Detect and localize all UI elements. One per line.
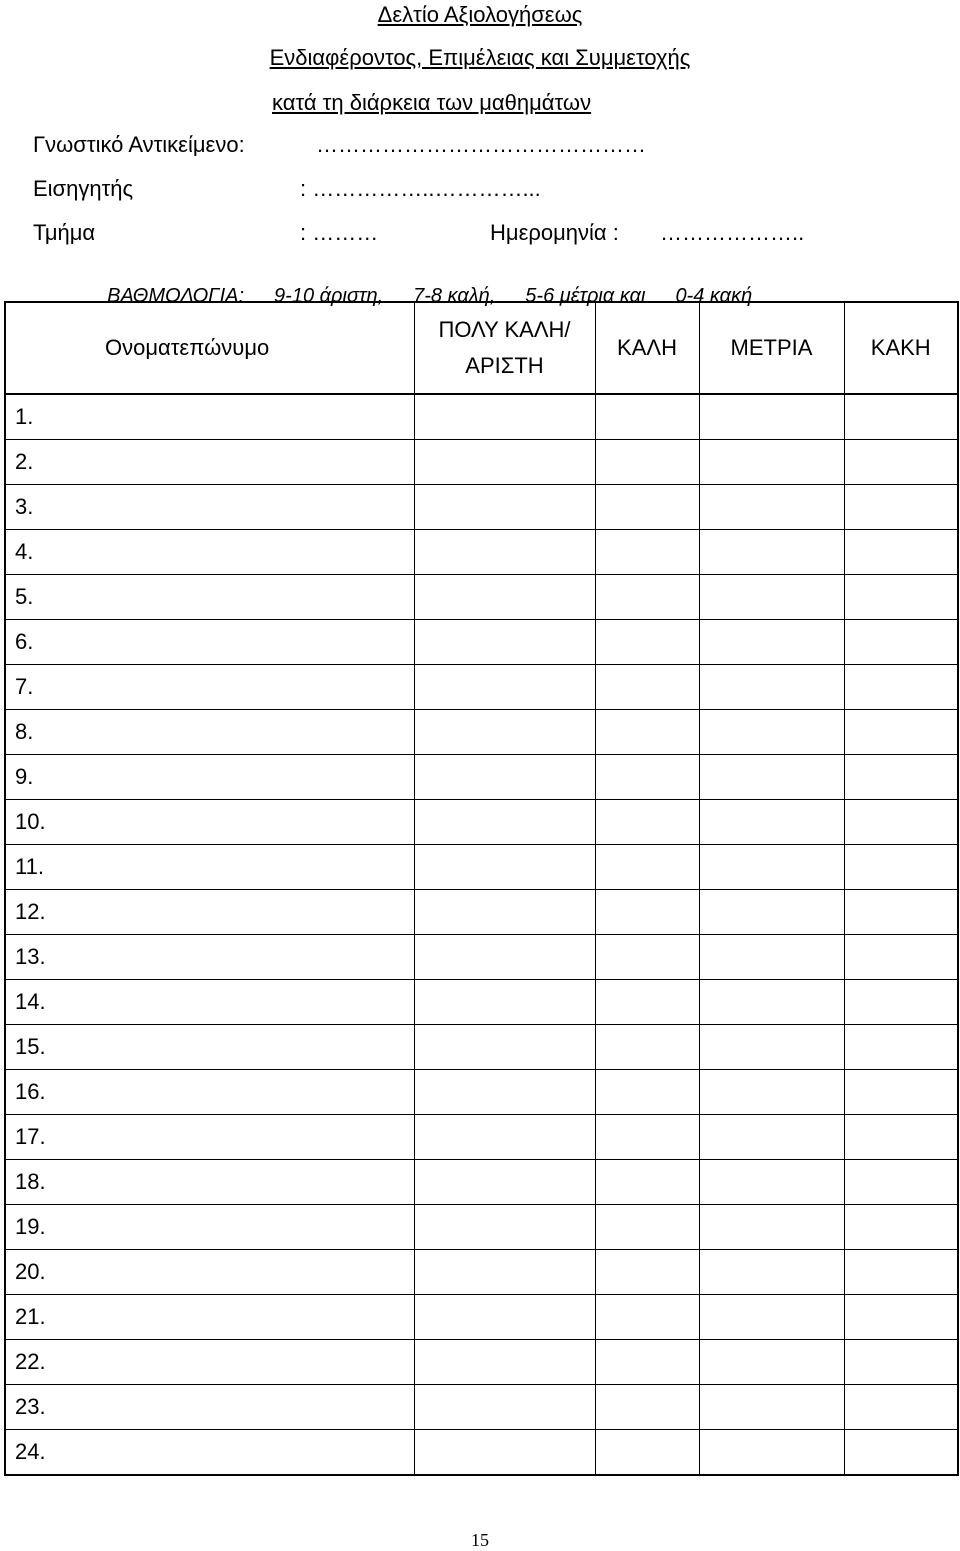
row-number: 14. (5, 980, 91, 1025)
very-good-cell[interactable] (414, 755, 595, 800)
row-number: 18. (5, 1160, 91, 1205)
bad-cell[interactable] (844, 1115, 958, 1160)
name-cell[interactable] (91, 710, 414, 755)
fair-column-header: ΜΕΤΡΙΑ (699, 302, 844, 394)
subject-label: Γνωστικό Αντικείμενο: (33, 132, 245, 157)
table-row (5, 845, 958, 890)
very-good-cell[interactable] (414, 1250, 595, 1295)
very-good-cell[interactable] (414, 1115, 595, 1160)
bad-cell[interactable] (844, 1070, 958, 1115)
bad-cell[interactable] (844, 530, 958, 575)
bad-cell[interactable] (844, 980, 958, 1025)
table-row (5, 1250, 958, 1295)
table-header-row (5, 302, 958, 394)
name-cell[interactable] (91, 1250, 414, 1295)
good-cell[interactable] (595, 980, 699, 1025)
row-number: 2. (5, 440, 91, 485)
very-good-cell[interactable] (414, 575, 595, 620)
table-row (5, 394, 958, 440)
bad-cell[interactable] (844, 665, 958, 710)
fair-cell[interactable] (699, 440, 844, 485)
name-cell[interactable] (91, 890, 414, 935)
fair-cell[interactable] (699, 485, 844, 530)
fair-cell[interactable] (699, 1250, 844, 1295)
fair-cell[interactable] (699, 1070, 844, 1115)
bad-column-header: ΚΑΚΗ (844, 302, 958, 394)
name-cell[interactable] (91, 1385, 414, 1430)
bad-cell[interactable] (844, 1250, 958, 1295)
fair-cell[interactable] (699, 890, 844, 935)
row-number: 22. (5, 1340, 91, 1385)
document-title: Δελτίο Αξιολογήσεως (377, 2, 583, 27)
good-cell[interactable] (595, 935, 699, 980)
good-cell[interactable] (595, 845, 699, 890)
bad-cell[interactable] (844, 1430, 958, 1476)
name-column-header: Ονοματεπώνυμο (91, 302, 414, 394)
row-number: 4. (5, 530, 91, 575)
good-cell[interactable] (595, 710, 699, 755)
bad-cell[interactable] (844, 1385, 958, 1430)
good-cell[interactable] (595, 665, 699, 710)
table-row (5, 530, 958, 575)
fair-cell[interactable] (699, 1430, 844, 1476)
very-good-cell[interactable] (414, 1160, 595, 1205)
bad-cell[interactable] (844, 485, 958, 530)
very-good-cell[interactable] (414, 980, 595, 1025)
fair-cell[interactable] (699, 394, 844, 440)
very-good-cell[interactable] (414, 394, 595, 440)
very-good-cell[interactable] (414, 440, 595, 485)
row-number: 5. (5, 575, 91, 620)
row-number: 10. (5, 800, 91, 845)
row-number: 16. (5, 1070, 91, 1115)
very-good-cell[interactable] (414, 800, 595, 845)
row-number: 6. (5, 620, 91, 665)
very-good-cell[interactable] (414, 1070, 595, 1115)
bad-cell[interactable] (844, 755, 958, 800)
fair-cell[interactable] (699, 845, 844, 890)
table-row (5, 800, 958, 845)
name-cell[interactable] (91, 1160, 414, 1205)
name-cell[interactable] (91, 1205, 414, 1250)
good-cell[interactable] (595, 1115, 699, 1160)
very-good-cell[interactable] (414, 1205, 595, 1250)
good-cell[interactable] (595, 800, 699, 845)
row-number: 12. (5, 890, 91, 935)
bad-cell[interactable] (844, 935, 958, 980)
department-field[interactable]: : ……… (300, 220, 379, 245)
good-cell[interactable] (595, 1160, 699, 1205)
name-cell[interactable] (91, 530, 414, 575)
table-row (5, 755, 958, 800)
number-column-header (5, 302, 91, 394)
name-cell[interactable] (91, 1295, 414, 1340)
table-row (5, 1340, 958, 1385)
good-cell[interactable] (595, 440, 699, 485)
good-cell[interactable] (595, 1205, 699, 1250)
name-cell[interactable] (91, 800, 414, 845)
grading-scale-bad: 0-4 κακή (675, 285, 753, 307)
fair-cell[interactable] (699, 755, 844, 800)
fair-cell[interactable] (699, 1115, 844, 1160)
fair-cell[interactable] (699, 530, 844, 575)
row-number: 21. (5, 1295, 91, 1340)
fair-cell[interactable] (699, 710, 844, 755)
teacher-label: Εισηγητής (33, 176, 134, 201)
table-row (5, 485, 958, 530)
fair-cell[interactable] (699, 1295, 844, 1340)
row-number: 1. (5, 394, 91, 440)
evaluation-table (4, 301, 959, 1476)
table-row (5, 1295, 958, 1340)
department-label: Τμήμα (33, 220, 96, 245)
name-cell[interactable] (91, 1070, 414, 1115)
row-number: 3. (5, 485, 91, 530)
table-row (5, 1025, 958, 1070)
table-row (5, 710, 958, 755)
bad-cell[interactable] (844, 890, 958, 935)
good-cell[interactable] (595, 485, 699, 530)
very-good-column-header (414, 302, 595, 394)
row-number: 11. (5, 845, 91, 890)
very-good-cell[interactable] (414, 1340, 595, 1385)
very-good-cell[interactable] (414, 1025, 595, 1070)
grading-scale-label: ΒΑΘΜΟΛΟΓΙΑ: (107, 285, 245, 307)
name-cell[interactable] (91, 440, 414, 485)
row-number: 17. (5, 1115, 91, 1160)
bad-cell[interactable] (844, 845, 958, 890)
name-cell[interactable] (91, 935, 414, 980)
row-number: 7. (5, 665, 91, 710)
grading-scale-excellent: 9-10 άριστη, (274, 285, 384, 307)
bad-cell[interactable] (844, 1340, 958, 1385)
bad-cell[interactable] (844, 620, 958, 665)
bad-cell[interactable] (844, 1295, 958, 1340)
good-cell[interactable] (595, 755, 699, 800)
bad-cell[interactable] (844, 710, 958, 755)
subject-field[interactable]: ……………………………………… (316, 132, 646, 157)
date-label: Ημερομηνία : (490, 220, 619, 245)
very-good-cell[interactable] (414, 1385, 595, 1430)
fair-cell[interactable] (699, 800, 844, 845)
bad-cell[interactable] (844, 440, 958, 485)
teacher-field[interactable]: : ……………..…………... (300, 176, 541, 201)
date-field[interactable]: ……………….. (660, 220, 805, 245)
row-number: 19. (5, 1205, 91, 1250)
good-cell[interactable] (595, 1070, 699, 1115)
good-cell[interactable] (595, 530, 699, 575)
table-row (5, 665, 958, 710)
bad-cell[interactable] (844, 1160, 958, 1205)
fair-cell[interactable] (699, 1385, 844, 1430)
bad-cell[interactable] (844, 1025, 958, 1070)
fair-cell[interactable] (699, 1160, 844, 1205)
table-row (5, 1430, 958, 1476)
name-cell[interactable] (91, 575, 414, 620)
name-cell[interactable] (91, 1115, 414, 1160)
good-cell[interactable] (595, 1025, 699, 1070)
good-cell[interactable] (595, 1340, 699, 1385)
very-good-cell[interactable] (414, 485, 595, 530)
page-number: 15 (471, 1530, 489, 1550)
bad-cell[interactable] (844, 800, 958, 845)
fair-cell[interactable] (699, 575, 844, 620)
bad-cell[interactable] (844, 575, 958, 620)
bad-cell[interactable] (844, 1205, 958, 1250)
table-row (5, 575, 958, 620)
grading-scale-good: 7-8 καλή, (413, 285, 496, 307)
row-number: 15. (5, 1025, 91, 1070)
table-row (5, 1070, 958, 1115)
very-good-header-line1: ΠΟΛΥ ΚΑΛΗ/ (438, 317, 571, 342)
document-subtitle-2: κατά τη διάρκεια των μαθημάτων (272, 90, 592, 115)
table-row (5, 1160, 958, 1205)
table-row (5, 620, 958, 665)
name-cell[interactable] (91, 620, 414, 665)
name-cell[interactable] (91, 665, 414, 710)
good-cell[interactable] (595, 1295, 699, 1340)
name-cell[interactable] (91, 1025, 414, 1070)
row-number: 8. (5, 710, 91, 755)
good-cell[interactable] (595, 394, 699, 440)
very-good-cell[interactable] (414, 665, 595, 710)
table-row (5, 1115, 958, 1160)
row-number: 20. (5, 1250, 91, 1295)
name-cell[interactable] (91, 1340, 414, 1385)
very-good-cell[interactable] (414, 935, 595, 980)
name-cell[interactable] (91, 755, 414, 800)
table-row (5, 1385, 958, 1430)
very-good-cell[interactable] (414, 1295, 595, 1340)
fair-cell[interactable] (699, 620, 844, 665)
name-cell[interactable] (91, 980, 414, 1025)
name-cell[interactable] (91, 845, 414, 890)
table-row (5, 890, 958, 935)
fair-cell[interactable] (699, 1340, 844, 1385)
fair-cell[interactable] (699, 665, 844, 710)
fair-cell[interactable] (699, 1025, 844, 1070)
row-number: 13. (5, 935, 91, 980)
good-cell[interactable] (595, 620, 699, 665)
very-good-cell[interactable] (414, 845, 595, 890)
good-cell[interactable] (595, 575, 699, 620)
table-row (5, 980, 958, 1025)
row-number: 9. (5, 755, 91, 800)
row-number: 23. (5, 1385, 91, 1430)
fair-cell[interactable] (699, 935, 844, 980)
good-cell[interactable] (595, 1430, 699, 1476)
document-subtitle: Ενδιαφέροντος, Επιμέλειας και Συμμετοχής (269, 45, 691, 70)
table-row (5, 440, 958, 485)
very-good-cell[interactable] (414, 710, 595, 755)
good-cell[interactable] (595, 890, 699, 935)
fair-cell[interactable] (699, 980, 844, 1025)
fair-cell[interactable] (699, 1205, 844, 1250)
bad-cell[interactable] (844, 394, 958, 440)
grading-scale-fair: 5-6 μέτρια και (525, 285, 646, 307)
row-number: 24. (5, 1430, 91, 1476)
good-cell[interactable] (595, 1250, 699, 1295)
very-good-header-line2: ΑΡΙΣΤΗ (465, 353, 544, 378)
very-good-cell[interactable] (414, 1430, 595, 1476)
table-row (5, 935, 958, 980)
very-good-cell[interactable] (414, 530, 595, 575)
very-good-cell[interactable] (414, 620, 595, 665)
good-column-header: ΚΑΛΗ (595, 302, 699, 394)
table-row (5, 1205, 958, 1250)
very-good-cell[interactable] (414, 890, 595, 935)
name-cell[interactable] (91, 485, 414, 530)
name-cell[interactable] (91, 394, 414, 440)
good-cell[interactable] (595, 1385, 699, 1430)
name-cell[interactable] (91, 1430, 414, 1476)
